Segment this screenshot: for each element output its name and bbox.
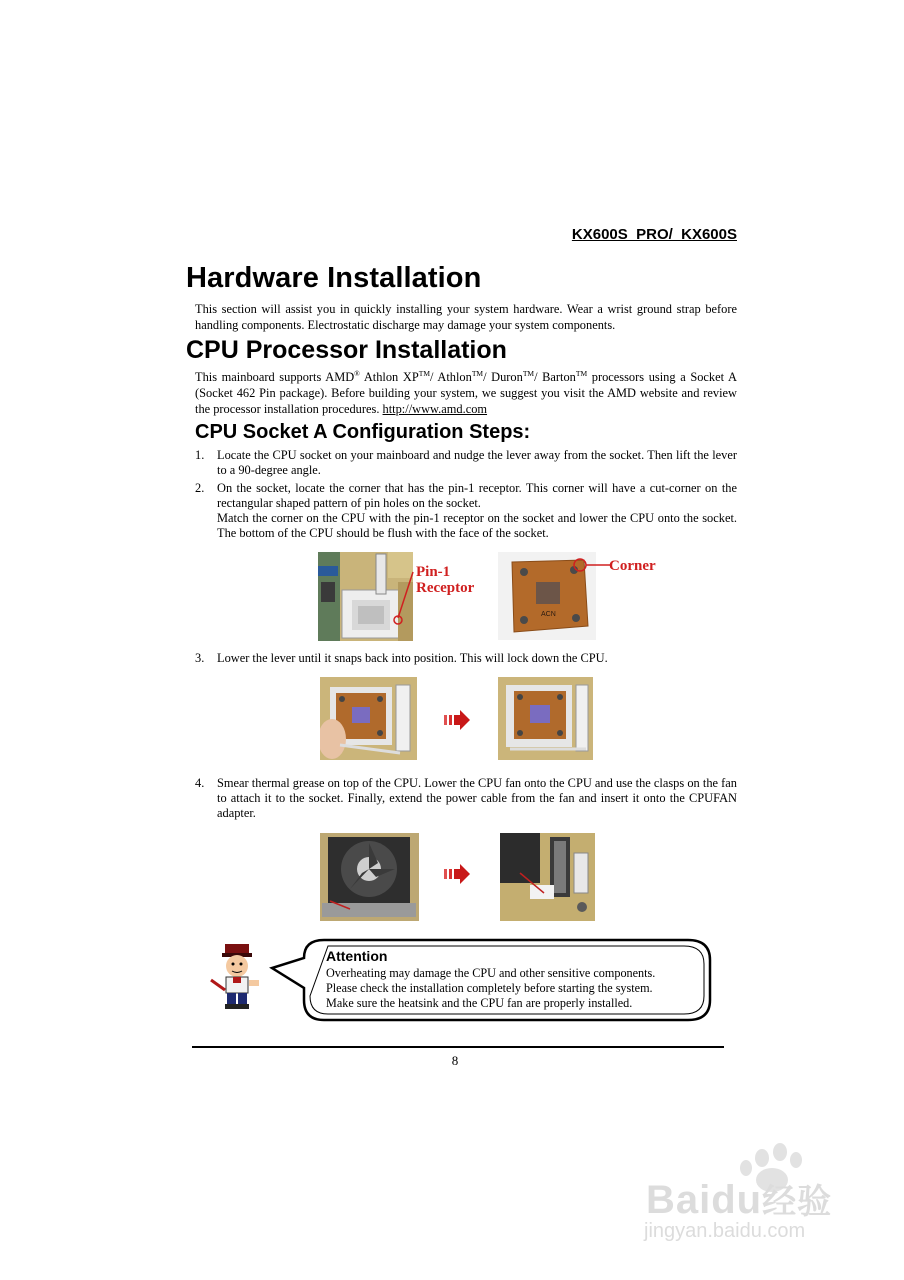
step-3-number: 3. (195, 651, 205, 665)
pin1-receptor-label: Pin-1 Receptor (416, 564, 475, 596)
section-title-cpu: CPU Processor Installation (186, 336, 507, 364)
attention-message (326, 966, 655, 1011)
step-2-text-continued: Match the corner on the CPU with the pin-1 receptor on the socket and lower the CPU onto the socket. The bottom of the CPU should be flush with the face of the socket. (217, 511, 737, 540)
cpu-lever-lowering-photo (320, 677, 417, 760)
baidu-jingyan-watermark (640, 1140, 880, 1250)
cpufan-connector-photo (500, 833, 595, 921)
page-number: 8 (451, 1053, 459, 1068)
step-3-text: Lower the lever until it snaps back into position. This will lock down the CPU. (217, 651, 608, 665)
cpu-fan-heatsink-photo (320, 833, 419, 921)
pin1-pointer-line (392, 570, 416, 628)
step-1-number: 1. (195, 448, 205, 462)
attention-title: Attention (326, 948, 388, 964)
watermark-url: jingyan.baidu.com (644, 1220, 806, 1242)
arrow-right-icon (444, 864, 470, 884)
attention-line-2: Please check the installation completely before starting the system. (326, 981, 653, 995)
svg-text:ACN: ACN (541, 611, 556, 618)
attention-line-3: Make sure the heatsink and the CPU fan are properly installed. (326, 996, 633, 1010)
step-1-text: Locate the CPU socket on your mainboard and nudge the lever away from the socket. Then lift the lever to a 90-degree angle. (217, 448, 737, 477)
step-2-text: On the socket, locate the corner that has the pin-1 receptor. This corner will have a cut-corner on the rectangular shaped pattern of pin holes on the socket. (217, 481, 737, 510)
document-model-header: KX600S_PRO/_KX600S (571, 226, 737, 243)
step-4-text: Smear thermal grease on top of the CPU. Lower the CPU fan onto the CPU and use the clasps on the fan to attach it to the socket. Finally, extend the power cable from the fan and insert it onto the CPUFAN adapter. (217, 776, 737, 820)
watermark-brand: Baidu经验 (646, 1178, 833, 1222)
subsection-title-steps: CPU Socket A Configuration Steps: (195, 421, 531, 443)
cpu-locked-photo (498, 677, 593, 760)
footer-rule (192, 1046, 724, 1048)
corner-label: Corner (609, 558, 656, 574)
corner-pointer-line (572, 556, 612, 576)
attention-line-1: Overheating may damage the CPU and other sensitive components. (326, 966, 656, 980)
amd-website-link[interactable]: http://www.amd.com (382, 402, 488, 416)
arrow-right-icon (444, 710, 470, 730)
step-4-number: 4. (195, 776, 205, 790)
police-mascot-icon (205, 942, 265, 1010)
step-2-number: 2. (195, 481, 205, 495)
section-title-hardware: Hardware Installation (186, 262, 482, 294)
cpu-intro-paragraph: This mainboard supports AMD® Athlon XP™/ Athlon™/ Duron™/ Barton™ processors using a Socket A (Socket 462 Pin package). Before building your system, we suggest you visit the AMD website and review the processor installation procedures. http://www.amd.com (195, 369, 737, 416)
hardware-intro-paragraph: This section will assist you in quickly installing your system hardware. Wear a wrist ground strap before handling components. Electrostatic discharge may damage your system components. (195, 302, 737, 332)
